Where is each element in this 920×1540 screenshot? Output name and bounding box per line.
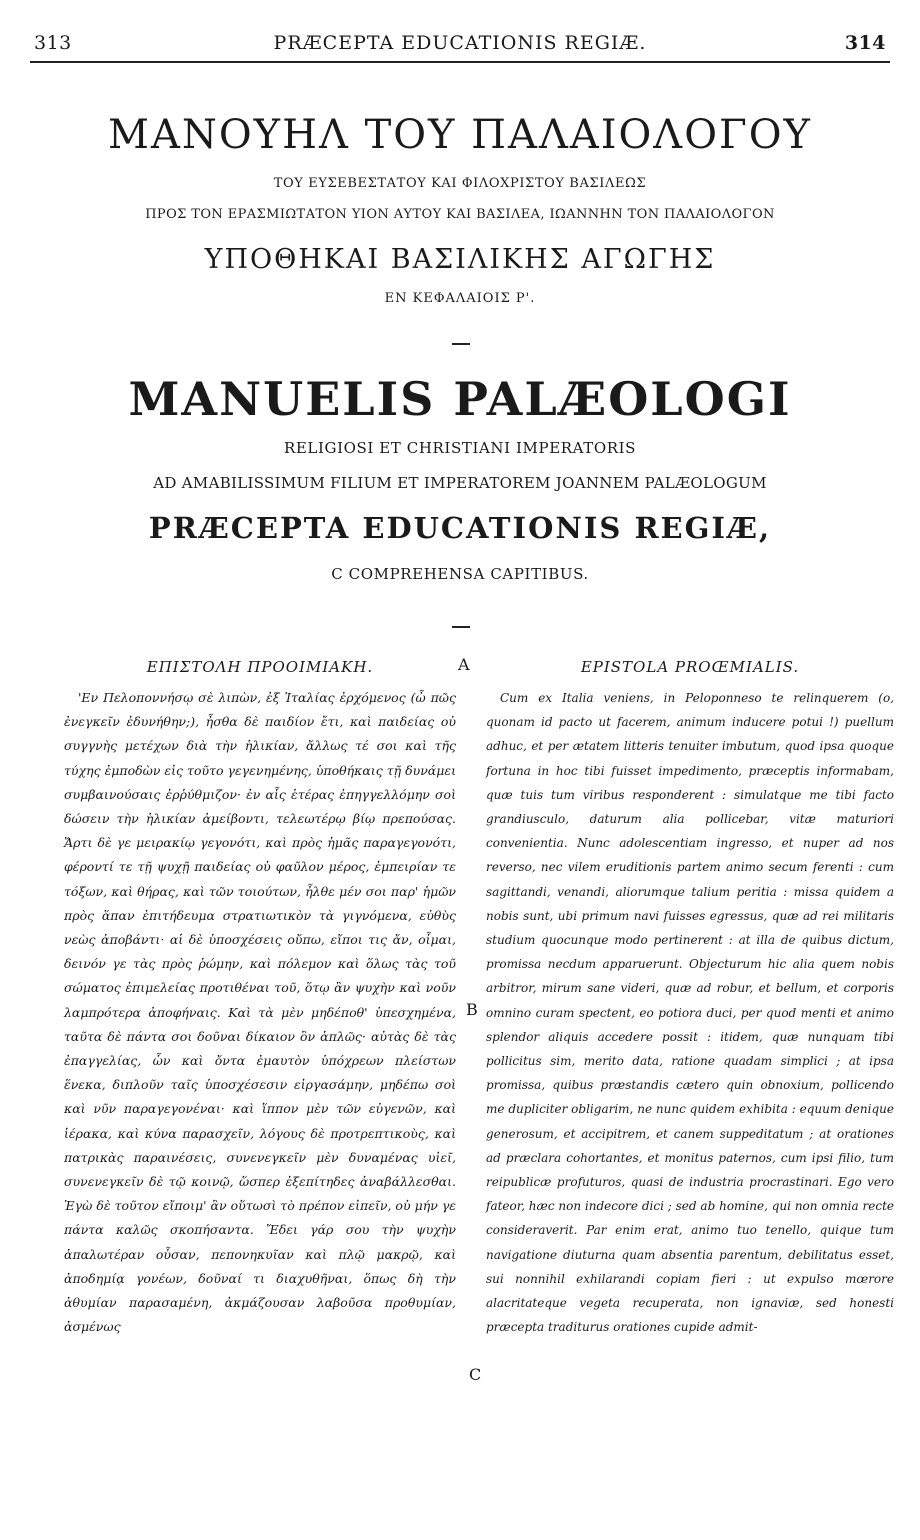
running-head-title: PRÆCEPTA EDUCATIONIS REGIÆ. (273, 32, 647, 54)
greek-subtitle-2: ΠΡΟΣ ΤΟΝ ΕΡΑΣΜΙΩΤΑΤΟΝ ΥΙΟΝ ΑΥΤΟΥ ΚΑΙ ΒΑΣΙΛΕΑ, ΙΩΑΝΝΗΝ ΤΟΝ ΠΑΛΑΙΟΛΟΓΟΝ (145, 207, 775, 222)
greek-subtitle-3: ΕΝ ΚΕΦΑΛΑΙΟΙΣ Ρ'. (384, 291, 536, 306)
greek-title-2: ΥΠΟΘΗΚΑΙ ΒΑΣΙΛΙΚΗΣ ΑΓΩΓΗΣ (204, 244, 716, 275)
latin-subtitle-2: AD AMABILISSIMUM FILIUM ET IMPERATOREM JOANNEM PALÆOLOGUM (153, 474, 767, 492)
latin-column-text: Cum ex Italia veniens, in Peloponneso te relinquerem (o, quonam id pacto ut facerem, animum inducere potui !) puellum adhuc, et per ætatem litteris tenuiter imbutum, quod ipsa quoque fortuna in hoc tibi fuisset impedimento, præceptis informabam, quæ tuis tum viribus responderent : simulatque me tibi facto grandiusculo, daturum alia pollicebar, vitæ maturiori convenientia. Nunc adolescentiam ingresso, et nuper ad nos reverso, nec vilem eruditionis partem animo secum ferenti : cum sagittandi, venandi, aliorumque talium peritia : missa quidem a nobis sunt, ubi primum navi fuisses egressus, quæ ad rei militaris studium quocunque modo pertinerent : at illa de quibus dictum, promissa necdum apparuerunt. Objecturum hic alia quem nobis arbitror, mirum sane videri, quæ ad robur, et bellum, et corporis omnino curam spectent, eo potiora duci, per quod menti et animo splendor aliquis accedere possit : itidem, quæ nunquam tibi pollicitus sim, merito data, ratione quadam simplici ; at ipsa promissa, quibus præstandis cætero quin obnoxium, pollicendo me dupliciter obligarim, ne nunc quidem exhibita : equum denique generosum, et accipitrem, et canem suppeditatum ; at orationes ad præclara cohortantes, et monitus paternos, cum ipsi filio, tum reipublicæ profuturos, quasi de industria procrastinari. Ego vero fateor, hæc non indecore dici ; sed ab homine, qui non omnia recte consideraverit. Par enim erat, animo tuo tenello, quique tum navigatione diuturna quam absentia parentum, debilitatus esset, sui nonnihil exhilarandi copiam fieri : ut expulso mœrore alacritateque vegeta recuperata, non ignaviæ, sed honesti præcepta traditurus orationes cupide admit- (486, 691, 894, 1335)
greek-column (64, 654, 456, 1339)
header-rule (30, 61, 890, 63)
page-number-left: 313 (34, 32, 72, 54)
page-number-right: 314 (844, 32, 886, 54)
latin-column-heading: EPISTOLA PROŒMIALIS. (580, 658, 800, 676)
greek-subtitle-1: ΤΟΥ ΕΥΣΕΒΕΣΤΑΤΟΥ ΚΑΙ ΦΙΛΟΧΡΙΣΤΟΥ ΒΑΣΙΛΕΩΣ (273, 176, 647, 191)
latin-subtitle-1: RELIGIOSI ET CHRISTIANI IMPERATORIS (283, 439, 637, 457)
margin-letter-b: B (466, 1000, 478, 1019)
latin-title: MANUELIS PALÆOLOGI (128, 372, 792, 426)
latin-column (486, 654, 894, 1339)
section-divider (452, 343, 470, 345)
greek-title: ΜΑΝΟΥΗΛ ΤΟΥ ΠΑΛΑΙΟΛΟΓΟΥ (108, 112, 812, 158)
running-head (30, 32, 890, 62)
latin-title-2: PRÆCEPTA EDUCATIONIS REGIÆ, (148, 511, 772, 545)
margin-letter-a: A (458, 655, 470, 674)
margin-letter-c: C (469, 1365, 482, 1384)
latin-subtitle-3: C COMPREHENSA CAPITIBUS. (331, 565, 589, 583)
greek-column-text: 'Εν Πελοποννήσῳ σὲ λιπὼν, ἐξ Ἰταλίας ἐρχόμενος (ὦ πῶς ἐνεγκεῖν ἐδυνήθην;), ἦσθα δὲ παιδίον ἔτι, καὶ παιδείας οὐ συγγνὴς μετέχων διὰ τὴν ἡλικίαν, ἄλλως τέ σοι καὶ τῆς τύχης ἐμποδὼν εἰς τοῦτο γεγενημένης, ὑποθήκαις τῇ δυνάμει συμβαινούσαις ἐρῥύθμιζον· ἐν αἷς ἑτέρας ἐπηγγελλόμην σοὶ δώσειν τὴν ἡλικίαν ἀμείβοντι, τελεωτέρῳ βίῳ πρεπούσας. Ἄρτι δὲ γε μειρακίῳ γεγονότι, καὶ πρὸς ἡμᾶς παραγεγονότι, φέροντί τε τῇ ψυχῇ παιδείας οὐ φαῦλον μέρος, ἐμπειρίαν τε τόξων, καὶ θήρας, καὶ τῶν τοιούτων, ἦλθε μέν σοι παρ' ἡμῶν πρὸς ἅπαν ἐπιτήδευμα στρατιωτικὸν τὰ γιγνόμενα, εὐθὺς νεὼς ἀποβάντι· αἱ δὲ ὑποσχέσεις οὔπω, εἴποι τις ἄν, οἶμαι, δεινόν γε τὰς πρὸς ῥώμην, καὶ πόλεμον καὶ ὅλως τὰς τοῦ σώματος ἐπιμελείας προτιθέναι τοῦ, ὅτῳ ἂν ψυχὴν καὶ νοῦν λαμπρότερα ἀποφήναις. Καὶ τὰ μὲν μηδέποθ' ὑπεσχημένα, ταῦτα δὲ πάντα σοι δοῦναι δίκαιον ὂν ἁπλῶς· αὐτὰς δὲ τὰς ἐπαγγελίας, ὧν καὶ ὄντα ἐμαυτὸν ὑπόχρεων πλείστων ἕνεκα, διπλοῦν ταῖς ὑποσχέσεσιν εἰργασάμην, μηδέπω σοὶ καὶ νῦν παραγεγονέναι· καὶ ἵππον μὲν τῶν εὐγενῶν, καὶ ἱέρακα, καὶ κύνα παρασχεῖν, λόγους δὲ προτρεπτικοὺς, καὶ πατρικὰς παραινέσεις, συνενεγκεῖν μὲν δυναμένας υἱεῖ, συνενεγκεῖν δὲ τῷ κοινῷ, ὥσπερ ἐξεπίτηδες ἀναβάλλεσθαι. Ἐγὼ δὲ τοῦτον εἴποιμ' ἂν οὕτωσὶ τὸ πρέπον εἰπεῖν, οὐ μήν γε πάντα καλῶς σκοπήσαντα. Ἔδει γάρ σου τὴν ψυχὴν ἁπαλωτέραν οὖσαν, πεπονηκυῖαν καὶ πλῷ μακρῷ, καὶ ἀποδημίᾳ γονέων, δοῦναί τι διαχυθῆναι, ὅπως δὴ τὴν ἀθυμίαν παρασαμένη, ἀκμάζουσαν λαβοῦσα προθυμίαν, ἀσμένως (64, 690, 456, 1335)
section-divider (452, 626, 470, 628)
greek-column-heading: ΕΠΙΣΤΟΛΗ ΠΡΟΟΙΜΙΑΚΗ. (146, 658, 374, 676)
